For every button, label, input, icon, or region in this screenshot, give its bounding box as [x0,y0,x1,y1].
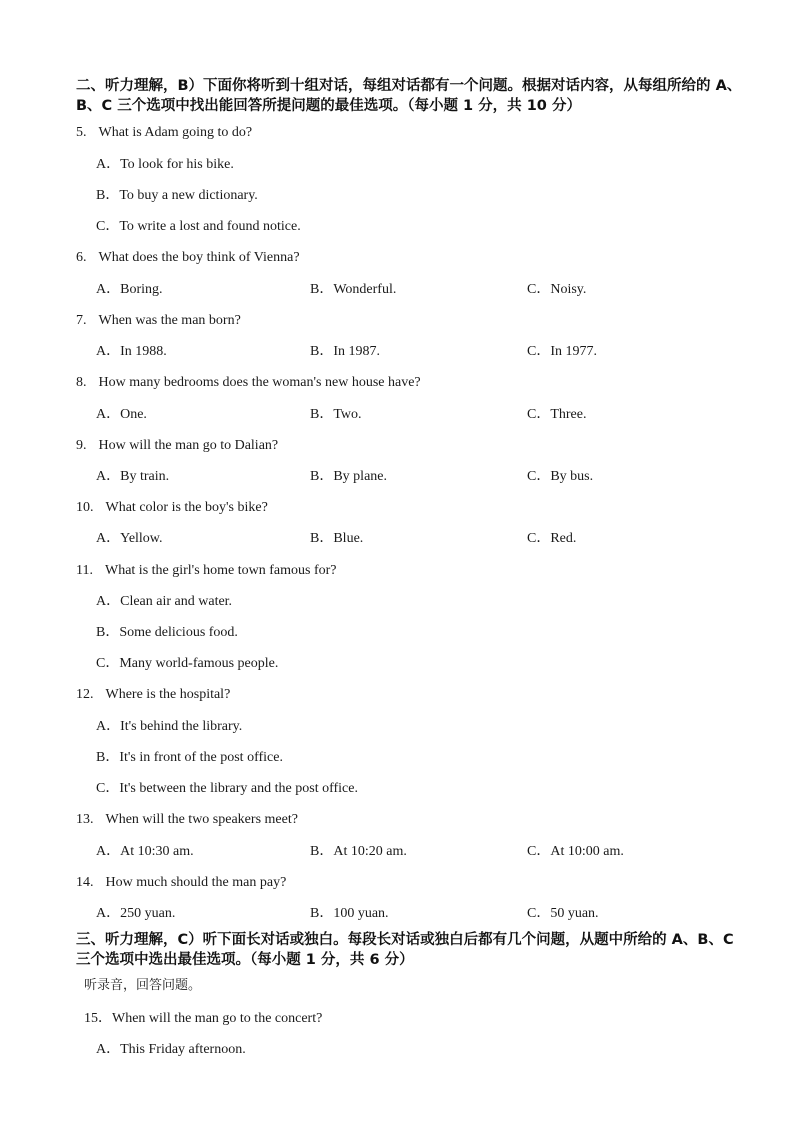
option-6b[interactable]: B．Wonderful. [310,282,397,297]
question-text: When was the man born? [98,313,241,328]
option-11b[interactable]: B．Some delicious food. [96,625,238,640]
option-8a[interactable]: A．One. [96,407,147,422]
question-number: 12. [76,687,94,702]
option-8c[interactable]: C．Three. [527,407,587,422]
question-number: 11. [76,563,93,578]
question-13 [76,811,298,829]
section-3-heading: 三、听力理解，C）听下面长对话或独白。每段长对话或独白后都有几个问题，从题中所给的 A、B、C 三个选项中选出最佳选项。（每小题 1 分，共 6 分） [76,932,734,968]
question-text: Where is the hospital? [105,687,231,702]
option-10a[interactable]: A．Yellow. [96,531,163,546]
question-15 [84,1010,322,1028]
question-number: 14. [76,875,94,890]
option-8b[interactable]: B．Two. [310,407,362,422]
option-14a[interactable]: A．250 yuan. [96,906,176,921]
option-7c[interactable]: C．In 1977. [527,344,597,359]
option-9a[interactable]: A．By train. [96,469,170,484]
option-12a[interactable]: A．It's behind the library. [96,719,243,734]
section-3-instruction: 听录音，回答问题。 [84,978,202,993]
option-7b[interactable]: B．In 1987. [310,344,380,359]
question-number: 10. [76,500,94,515]
option-11c[interactable]: C．Many world-famous people. [96,656,279,671]
question-10 [76,499,268,517]
option-9b[interactable]: B．By plane. [310,469,387,484]
question-14 [76,874,286,892]
option-10c[interactable]: C．Red. [527,531,577,546]
option-15a[interactable]: A．This Friday afternoon. [96,1042,246,1057]
question-text: How will the man go to Dalian? [98,438,279,453]
question-text: What is Adam going to do? [98,125,253,140]
option-12b[interactable]: B．It's in front of the post office. [96,750,283,765]
option-5c[interactable]: C．To write a lost and found notice. [96,219,301,234]
option-13a[interactable]: A．At 10:30 am. [96,844,194,859]
question-7 [76,312,241,330]
question-text: How much should the man pay? [105,875,287,890]
option-13b[interactable]: B．At 10:20 am. [310,844,407,859]
option-14c[interactable]: C．50 yuan. [527,906,599,921]
question-text: How many bedrooms does the woman's new house have? [98,375,421,390]
question-number: 13. [76,812,94,827]
option-5b[interactable]: B．To buy a new dictionary. [96,188,258,203]
option-13c[interactable]: C．At 10:00 am. [527,844,624,859]
question-text: What does the boy think of Vienna? [98,250,300,265]
question-8 [76,374,421,392]
option-10b[interactable]: B．Blue. [310,531,364,546]
option-14b[interactable]: B．100 yuan. [310,906,389,921]
question-11 [76,562,337,580]
option-6c[interactable]: C．Noisy. [527,282,587,297]
option-9c[interactable]: C．By bus. [527,469,594,484]
question-number: 9. [76,438,87,453]
question-text: When will the two speakers meet? [105,812,298,827]
question-text: What color is the boy's bike? [105,500,268,515]
question-number: 7. [76,313,87,328]
question-number: 6. [76,250,87,265]
option-11a[interactable]: A．Clean air and water. [96,594,233,609]
question-text: When will the man go to the concert? [112,1011,323,1026]
question-number: 5. [76,125,87,140]
question-number: 8. [76,375,87,390]
question-9 [76,437,278,455]
question-12 [76,686,230,704]
question-text: What is the girl's home town famous for? [104,563,337,578]
question-6 [76,249,300,267]
option-5a[interactable]: A．To look for his bike. [96,157,234,172]
option-12c[interactable]: C．It's between the library and the post office. [96,781,358,796]
option-6a[interactable]: A．Boring. [96,282,163,297]
question-number: 15． [84,1011,112,1026]
question-5 [76,124,252,142]
section-2-heading: 二、听力理解，B）下面你将听到十组对话，每组对话都有一个问题。根据对话内容，从每组所给的 A、B、C 三个选项中找出能回答所提问题的最佳选项。（每小题 1 分，共 10 分） [76,78,742,114]
option-7a[interactable]: A．In 1988. [96,344,167,359]
